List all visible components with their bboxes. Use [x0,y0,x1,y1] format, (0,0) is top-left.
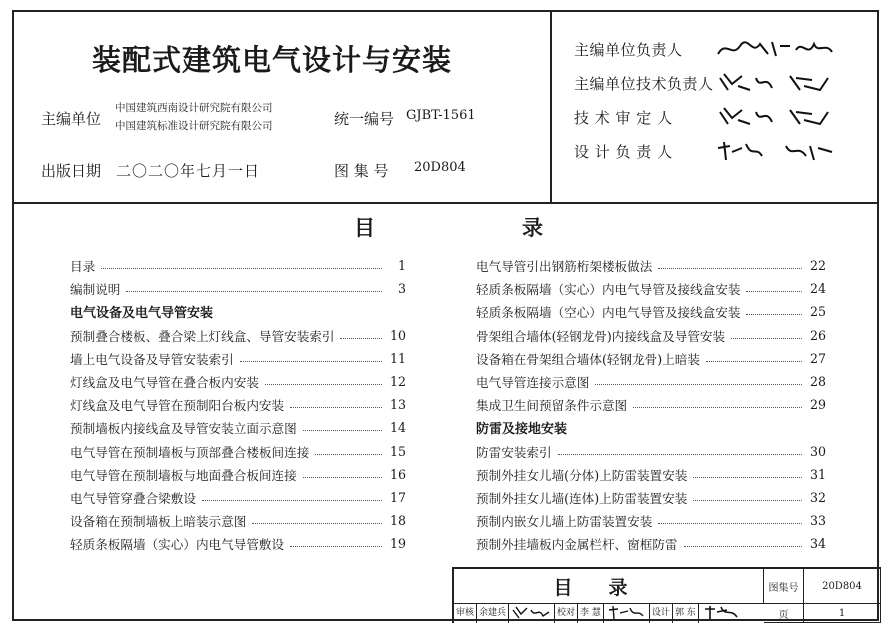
toc-right-column [476,254,826,555]
role-row [574,134,836,168]
toc-entry-page: 26 [809,327,826,343]
toc-entry[interactable] [476,440,826,463]
design-label: 设计 [650,604,673,623]
toc-entry[interactable] [70,416,406,439]
toc-entry-page: 28 [809,374,826,390]
toc-title-right: 录 [522,215,543,240]
leader-dots [693,477,802,478]
editor-org-1: 中国建筑西南设计研究院有限公司 [115,102,273,114]
toc-entry-title: 目录 [70,259,96,275]
toc-entry[interactable] [476,532,826,555]
reviewer-signature [509,604,555,623]
review-label: 审核 [454,604,477,623]
toc-entry-page: 34 [809,536,826,552]
toc-entry-page: 11 [389,350,406,366]
designer-signature [699,604,747,624]
editor-org-2: 中国建筑标准设计研究院有限公司 [115,120,273,132]
toc-section-heading [70,300,406,323]
toc-entry-title: 电气导管在预制墙板与顶部叠合楼板间连接 [70,444,310,460]
role-label: 技 术 审 定 人 [574,108,673,127]
toc-entry-title: 骨架组合墙体(轻钢龙骨)内接线盒及导管安装 [476,328,726,344]
title-block-signoff-row [454,604,764,623]
leader-dots [290,407,382,408]
editor-label: 主编单位 [41,110,102,128]
toc-entry-page: 3 [397,281,406,297]
date-value: 二〇二〇年七月一日 [116,162,261,180]
toc-entry-title: 预制外挂女儿墙(连体)上防雷装置安装 [476,490,688,506]
toc-entry[interactable] [476,254,826,277]
toc-entry[interactable] [476,486,826,509]
title-block-name: 目录 [454,569,764,604]
role-row [574,66,836,100]
toc-entry-title: 墙上电气设备及导管安装索引 [70,351,234,367]
toc-entry-title: 预制叠合楼板、叠合梁上灯线盒、导管安装索引 [70,328,335,344]
leader-dots [303,430,382,431]
leader-dots [746,314,802,315]
signature-image [716,36,836,62]
toc-entry-page: 32 [809,489,826,505]
toc-entry-page: 30 [809,443,826,459]
signature-image [511,604,551,621]
toc-entry-page: 29 [809,397,826,413]
toc-entry-title: 电气导管穿叠合梁敷设 [70,490,196,506]
toc-entry-title: 电气导管在预制墙板与地面叠合板间连接 [70,467,297,483]
toc-entry[interactable] [70,347,406,370]
role-row [574,32,836,66]
toc-entry-page: 16 [389,466,406,482]
leader-dots [658,268,802,269]
leader-dots [303,477,382,478]
approval-roles [574,32,836,168]
role-row [574,100,836,134]
toc-left-column [70,254,406,555]
drawing-frame [12,10,879,621]
leader-dots [731,338,802,339]
toc-entry-title: 设备箱在预制墙板上暗装示意图 [70,514,247,530]
unified-no-value: GJBT-1561 [406,108,476,123]
leader-dots [101,268,382,269]
atlas-no-label: 图 集 号 [334,162,389,180]
toc-entry-page: 14 [389,420,406,436]
leader-dots [706,361,802,362]
toc-entry[interactable] [70,324,406,347]
toc-entry[interactable] [70,509,406,532]
toc-entry[interactable] [70,463,406,486]
leader-dots [240,361,382,362]
toc-entry-page: 25 [809,304,826,320]
toc-entry-title: 编制说明 [70,282,121,298]
toc-entry-page: 24 [809,281,826,297]
toc-entry-title: 预制内嵌女儿墙上防雷装置安装 [476,514,653,530]
checker-signature [604,604,650,623]
title-block [452,567,881,623]
toc-entry-title: 预制外挂女儿墙(分体)上防雷装置安装 [476,467,688,483]
toc-entry-title: 集成卫生间预留条件示意图 [476,398,628,414]
leader-dots [265,384,382,385]
toc-entry[interactable] [476,393,826,416]
toc-entry[interactable] [476,347,826,370]
toc-entry[interactable] [476,509,826,532]
toc-entry[interactable] [70,532,406,555]
toc-section-title: 防雷及接地安装 [476,422,568,438]
toc-entry[interactable] [70,254,406,277]
designer-name: 郭 东 [673,604,699,623]
signature-image [701,604,741,621]
toc-entry-title: 电气导管连接示意图 [476,375,590,391]
toc-entry-page: 10 [389,327,406,343]
toc-entry[interactable] [70,486,406,509]
leader-dots [202,500,382,501]
toc-section-heading [476,416,826,439]
toc-entry-title: 轻质条板隔墙（实心）内电气导管敷设 [70,537,285,553]
leader-dots [595,384,802,385]
date-label: 出版日期 [41,162,102,180]
signature-image [606,604,646,621]
leader-dots [746,291,802,292]
atlas-title: 装配式建筑电气设计与安装 [92,43,453,77]
toc-entry-page: 19 [389,536,406,552]
title-block-page-no: 1 [804,604,881,623]
leader-dots [290,546,382,547]
leader-dots [558,454,802,455]
leader-dots [633,407,802,408]
atlas-no-value: 20D804 [414,160,466,175]
toc-entry-title: 灯线盒及电气导管在叠合板内安装 [70,375,259,391]
toc-title-left: 目 [354,215,375,240]
toc-entry[interactable] [70,277,406,300]
toc-entry-page: 33 [809,513,826,529]
checker-name: 李 慧 [578,604,604,623]
title-block-atlas-no: 20D804 [804,569,881,604]
toc-entry-page: 1 [397,258,406,274]
toc-entry[interactable] [476,324,826,347]
toc-entry-page: 17 [389,489,406,505]
reviewer-name: 余建兵 [477,604,509,623]
leader-dots [340,338,382,339]
leader-dots [693,500,802,501]
toc-entry-page: 22 [809,258,826,274]
cover-header-left [14,12,552,202]
title-block-atlas-label: 图集号 [764,569,804,604]
toc-entry[interactable] [476,277,826,300]
leader-dots [126,291,382,292]
toc-entry-page: 15 [389,443,406,459]
toc-entry[interactable] [476,370,826,393]
toc-entry[interactable] [70,393,406,416]
signature-image [716,138,836,164]
signature-image [716,104,836,130]
leader-dots [684,546,803,547]
check-label: 校对 [555,604,578,623]
leader-dots [658,523,802,524]
toc-entry-page: 13 [389,397,406,413]
toc-entry-title: 电气导管引出钢筋桁架楼板做法 [476,259,653,275]
leader-dots [315,454,382,455]
toc-entry-title: 防雷安装索引 [476,444,552,460]
toc-section-title: 电气设备及电气导管安装 [70,306,214,322]
toc-entry[interactable] [476,463,826,486]
role-label: 主编单位技术负责人 [574,74,714,93]
toc-entry-title: 轻质条板隔墙（实心）内电气导管及接线盒安装 [476,282,741,298]
toc-entry-page: 18 [389,513,406,529]
toc-entry-title: 预制外挂墙板内金属栏杆、窗框防雷 [476,537,678,553]
toc-entry-title: 预制墙板内接线盒及导管安装立面示意图 [70,421,297,437]
toc-entry[interactable] [70,370,406,393]
role-label: 主编单位负责人 [574,40,683,59]
toc-entry-title: 灯线盒及电气导管在预制阳台板内安装 [70,398,285,414]
toc-entry[interactable] [70,440,406,463]
role-label: 设 计 负 责 人 [574,142,673,161]
toc-entry-page: 12 [389,374,406,390]
toc-entry-page: 27 [809,350,826,366]
toc-entry-title: 轻质条板隔墙（空心）内电气导管及接线盒安装 [476,305,741,321]
unified-no-label: 统一编号 [334,110,395,128]
toc-entry-title: 设备箱在骨架组合墙体(轻钢龙骨)上暗装 [476,351,700,367]
leader-dots [252,523,382,524]
title-block-page-label: 页 [764,604,804,623]
toc-entry-page: 31 [809,466,826,482]
signature-image [716,70,836,96]
toc-entry[interactable] [476,300,826,323]
